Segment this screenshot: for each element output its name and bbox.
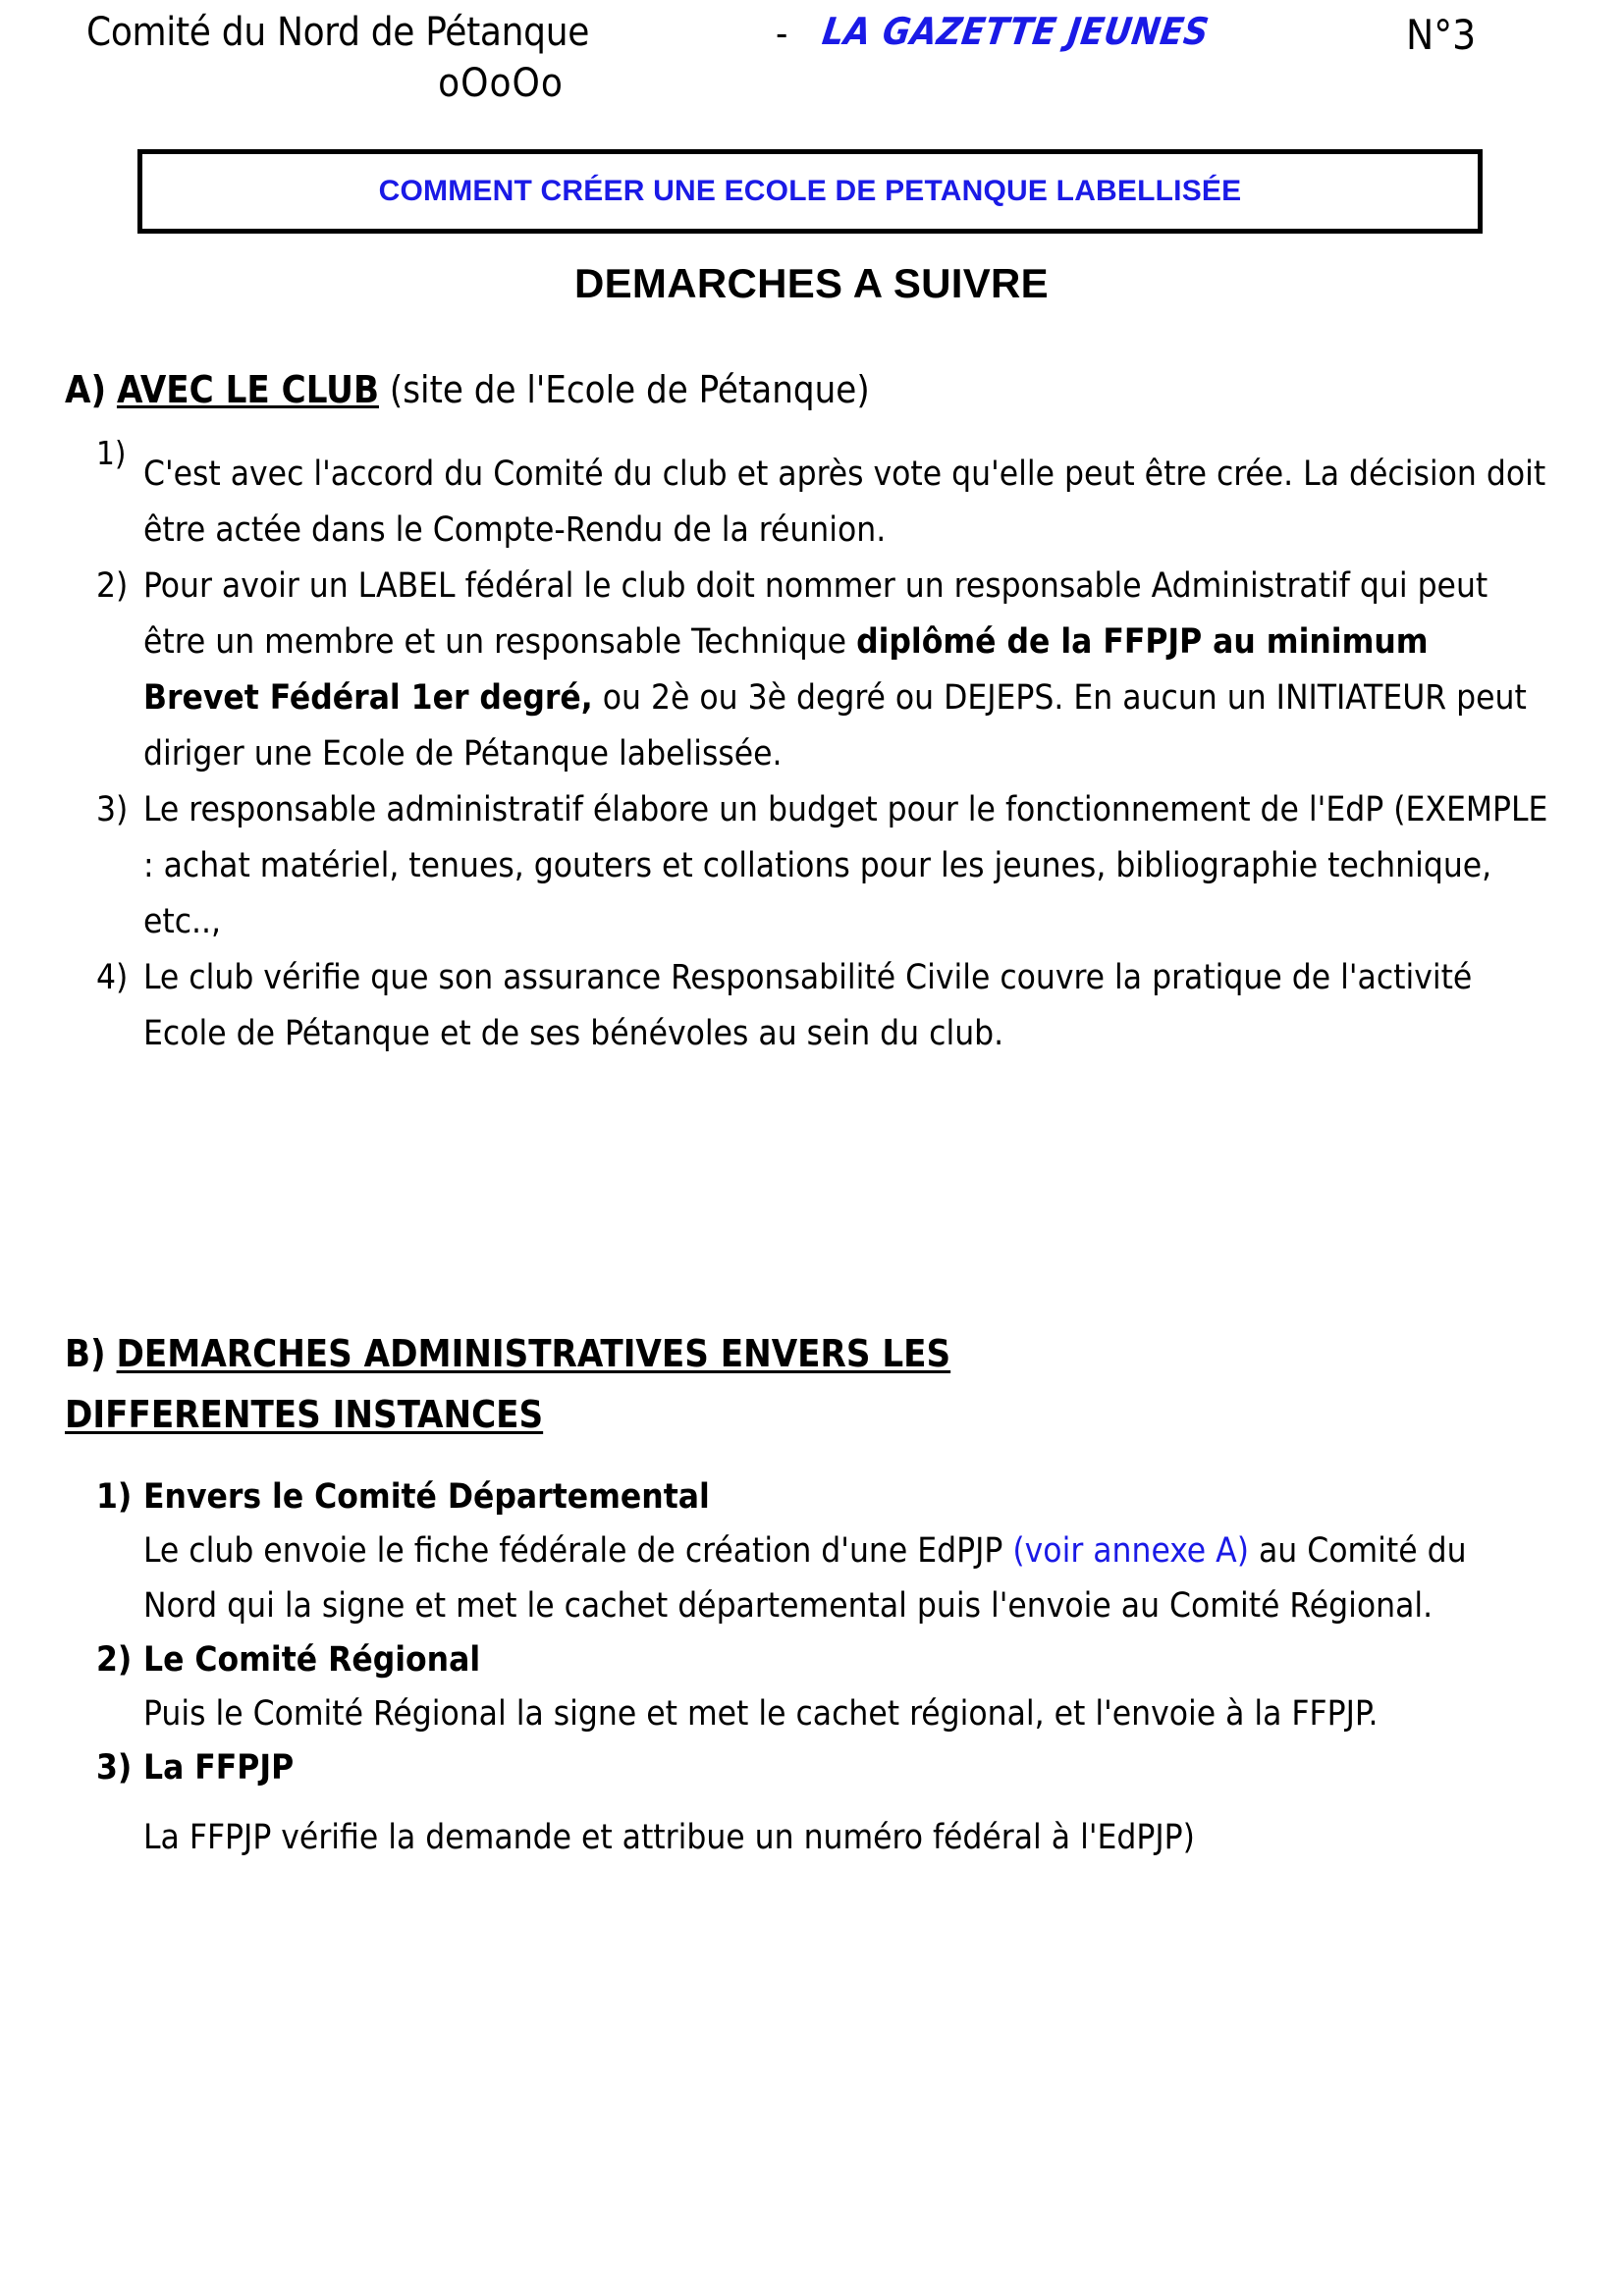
publication-title: LA GAZETTE JEUNES	[819, 10, 1212, 53]
section-a-heading	[65, 368, 870, 411]
list-item-number: 1)	[96, 434, 127, 472]
section-b-label: B)	[65, 1332, 106, 1375]
list-item-title: Envers le Comité Départemental	[143, 1477, 710, 1517]
list-item-number: 2)	[96, 1640, 133, 1680]
section-a-label: A)	[65, 368, 107, 411]
list-item	[96, 782, 1549, 950]
text-run: Puis le Comité Régional la signe et met le cachet régional, et l'envoie à la FFPJP.	[143, 1694, 1379, 1734]
list-item-number: 2)	[96, 566, 129, 606]
masthead-separator: -	[776, 12, 788, 55]
issue-number: N°3	[1406, 11, 1477, 59]
text-run: Le responsable administratif élabore un budget pour le fonctionnement de l'EdP (EXEMPLE : achat matériel, tenues, gouters et collations pour les jeunes, bibliographie technique, etc..,	[143, 790, 1548, 941]
text-run: Le club envoie le fiche fédérale de création d'une EdPJP	[143, 1531, 1013, 1571]
organisation-name: Comité du Nord de Pétanque	[86, 10, 590, 55]
list-item-body	[143, 1523, 1549, 1633]
section-a-list	[96, 434, 1549, 1062]
list-item	[96, 1633, 1549, 1741]
list-item	[96, 559, 1549, 782]
list-item-heading	[96, 1470, 1549, 1523]
text-run-bold: diplômé de la FFPJP au minimum Brevet Fédéral 1er degré,	[143, 622, 1429, 718]
section-a-title: AVEC LE CLUB	[116, 368, 379, 411]
list-item-number: 1)	[96, 1477, 133, 1517]
list-item	[96, 1470, 1549, 1633]
section-b-heading	[65, 1323, 1341, 1445]
text-run: C'est avec l'accord du Comité du club et après vote qu'elle peut être crée. La décision doit être actée dans le Compte-Rendu de la réunion.	[143, 454, 1546, 550]
list-item	[96, 950, 1549, 1062]
list-item-body	[143, 1686, 1549, 1741]
list-item-body	[143, 447, 1549, 559]
ornament-divider: oOoOo	[438, 61, 564, 106]
text-run: Pour avoir un LABEL fédéral le club doit nommer un responsable Administratif qui peut être un membre et un responsable Technique	[143, 566, 1488, 662]
section-b-list	[96, 1470, 1549, 1865]
list-item-body	[143, 782, 1549, 950]
masthead	[0, 10, 1623, 69]
list-item-body	[143, 1810, 1549, 1865]
list-item-number: 4)	[96, 958, 129, 997]
list-item-number: 3)	[96, 790, 129, 829]
page-title: DEMARCHES A SUIVRE	[573, 260, 1049, 306]
text-run: ou 2è ou 3è degré ou DEJEPS. En aucun un INITIATEUR peut diriger une Ecole de Pétanque labelissée.	[143, 678, 1527, 774]
text-run: au Comité du Nord qui la signe et met le cachet départemental puis l'envoie au Comité Régional.	[143, 1531, 1467, 1626]
list-item-heading	[96, 1741, 1549, 1794]
list-item-heading	[96, 1633, 1549, 1686]
section-b-title-line2: DIFFERENTES INSTANCES	[65, 1393, 544, 1436]
title-box	[137, 149, 1483, 234]
list-item-number: 3)	[96, 1748, 133, 1788]
annex-reference: (voir annexe A)	[1012, 1531, 1249, 1571]
text-run: Le club vérifie que son assurance Responsabilité Civile couvre la pratique de l'activité Ecole de Pétanque et de ses bénévoles au sein du club.	[143, 958, 1473, 1053]
section-a-subtitle: (site de l'Ecole de Pétanque)	[379, 368, 870, 411]
list-item-body	[143, 950, 1549, 1062]
list-item-title: La FFPJP	[143, 1748, 295, 1788]
section-b-title-line1: DEMARCHES ADMINISTRATIVES ENVERS LES	[116, 1332, 951, 1375]
list-item	[96, 1741, 1549, 1865]
title-box-text: COMMENT CRÉER UNE ECOLE DE PETANQUE LABELLISÉE	[378, 175, 1242, 207]
list-item	[96, 434, 1549, 559]
list-item-body	[143, 559, 1549, 782]
text-run: La FFPJP vérifie la demande et attribue un numéro fédéral à l'EdPJP)	[143, 1818, 1195, 1857]
list-item-title: Le Comité Régional	[143, 1640, 481, 1680]
